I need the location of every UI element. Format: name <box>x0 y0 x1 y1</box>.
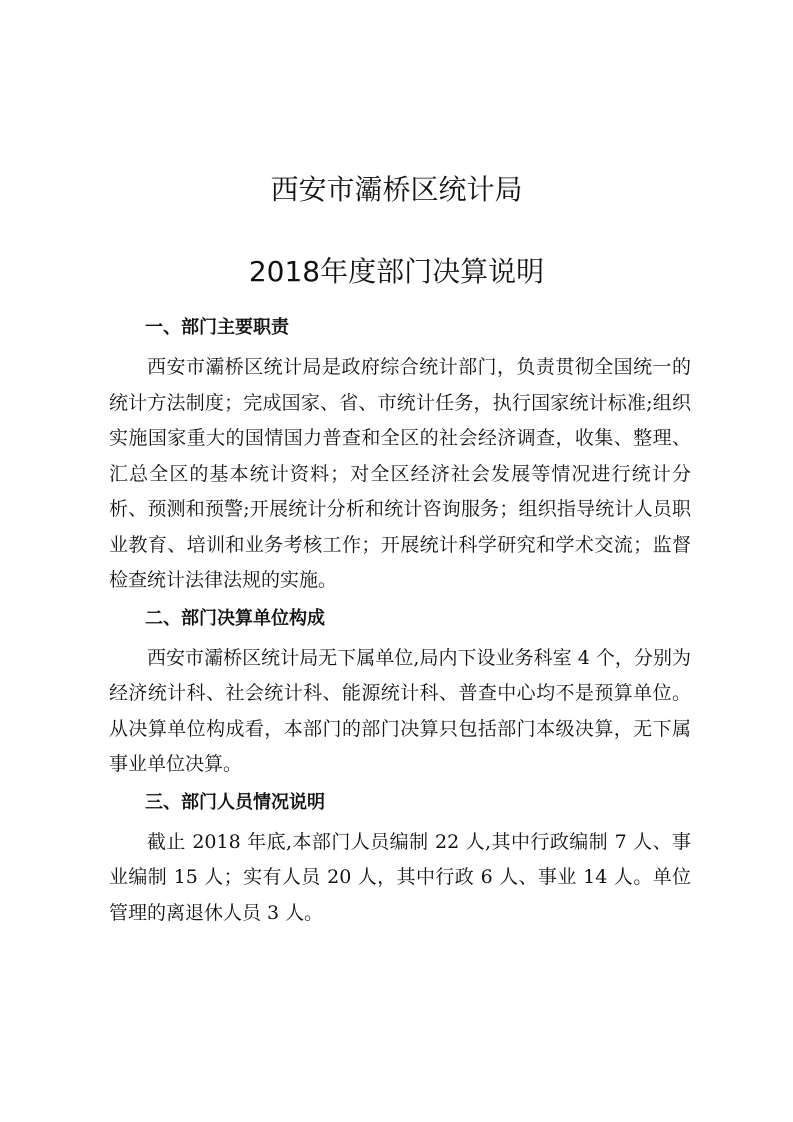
section-paragraph: 西安市灞桥区统计局无下属单位,局内下设业务科室 4 个，分别为经济统计科、社会统计科、能源统计科、普查中心均不是预算单位。从决算单位构成看，本部门的部门决算只包括部门本级决算，无下属事业单位决算。 <box>109 646 691 775</box>
document-title: 西安市灞桥区统计局 <box>270 173 523 206</box>
section-heading: 三、部门人员情况说明 <box>145 791 325 813</box>
section-staff <box>109 787 691 932</box>
section-units <box>109 603 691 783</box>
section-heading: 一、部门主要职责 <box>145 317 289 338</box>
document-subtitle: 2018年度部门决算说明 <box>248 255 545 288</box>
section-duties <box>109 312 691 599</box>
section-paragraph: 截止 2018 年底,本部门人员编制 22 人,其中行政编制 7 人、事业编制 15 人；实有人员 20 人，其中行政 6 人、事业 14 人。单位管理的离退休人员 3 人。 <box>109 830 691 924</box>
section-heading: 二、部门决算单位构成 <box>145 607 325 629</box>
section-paragraph: 西安市灞桥区统计局是政府综合统计部门，负责贯彻全国统一的统计方法制度；完成国家、省、市统计任务，执行国家统计标准;组织实施国家重大的国情国力普查和全区的社会经济调查，收集、整理、汇总全区的基本统计资料；对全区经济社会发展等情况进行统计分析、预测和预警;开展统计分析和统计咨询服务；组织指导统计人员职业教育、培训和业务考核工作；开展统计科学研究和学术交流；监督检查统计法律法规的实施。 <box>109 356 691 591</box>
document-body <box>109 312 691 935</box>
